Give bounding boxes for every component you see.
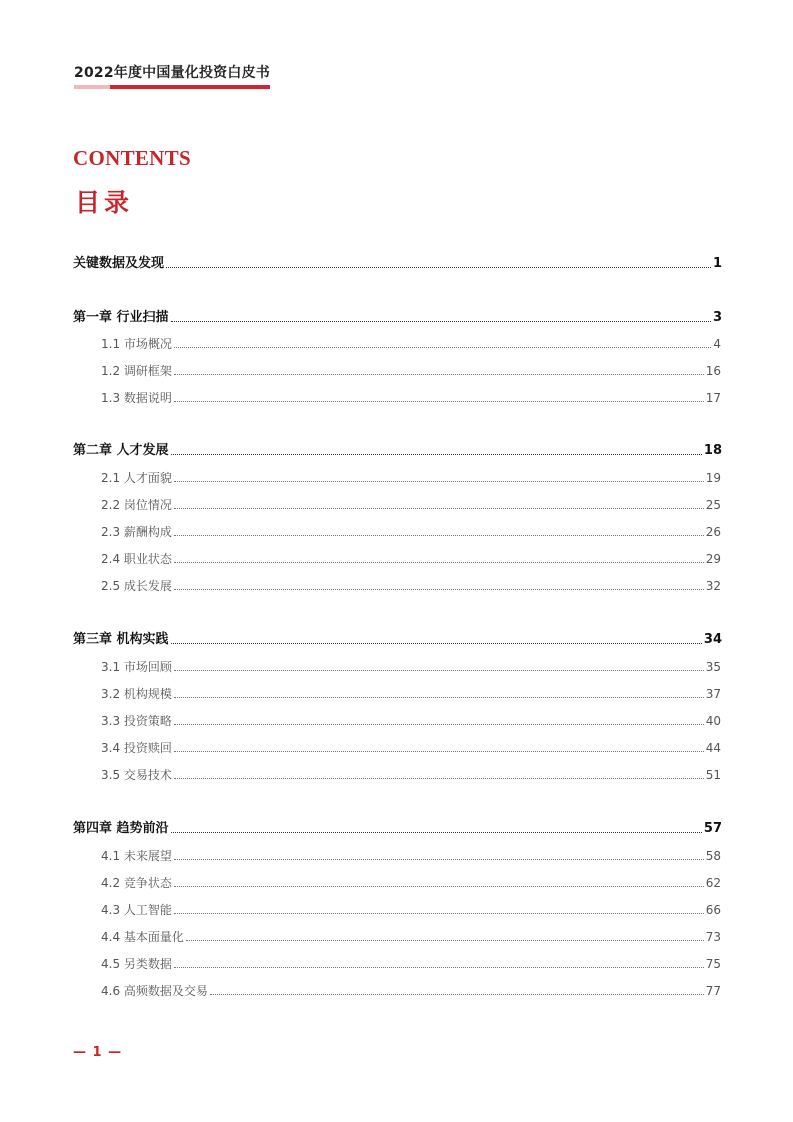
toc-entry[interactable] xyxy=(101,712,721,730)
toc-entry-label: 第二章 人才发展 xyxy=(73,443,169,458)
toc-entry[interactable] xyxy=(101,766,721,784)
toc-entry-label: 3.3 投资策略 xyxy=(101,714,172,728)
toc-entry-label: 第三章 机构实践 xyxy=(73,632,169,647)
toc-entry-page: 19 xyxy=(705,471,721,485)
toc-leader-dots xyxy=(174,562,704,563)
toc-entry[interactable] xyxy=(73,255,722,273)
toc-entry-label: 4.4 基本面量化 xyxy=(101,930,184,944)
toc-entry[interactable] xyxy=(101,739,721,757)
toc-entry-label: 2.5 成长发展 xyxy=(101,579,172,593)
toc-entry-page: 40 xyxy=(705,714,721,728)
toc-entry-page: 17 xyxy=(705,391,721,405)
toc-entry-page: 66 xyxy=(705,903,721,917)
toc-leader-dots xyxy=(174,886,704,887)
toc-entry-label: 第四章 趋势前沿 xyxy=(73,821,169,836)
toc-entry[interactable] xyxy=(101,955,721,973)
toc-entry-page: 75 xyxy=(705,957,721,971)
toc-entry-label: 第一章 行业扫描 xyxy=(73,310,169,325)
toc-entry-page: 26 xyxy=(705,525,721,539)
toc-entry-label: 3.1 市场回顾 xyxy=(101,660,172,674)
toc-entry-label: 4.3 人工智能 xyxy=(101,903,172,917)
toc-entry-page: 18 xyxy=(703,443,722,458)
toc-entry-page: 58 xyxy=(705,849,721,863)
toc-entry-label: 4.1 未来展望 xyxy=(101,849,172,863)
toc-entry-label: 1.1 市场概况 xyxy=(101,337,172,351)
toc-leader-dots xyxy=(174,913,704,914)
toc-entry-page: 29 xyxy=(705,552,721,566)
page-number: — 1 — xyxy=(73,1045,123,1060)
toc-leader-dots xyxy=(174,670,704,671)
toc-leader-dots xyxy=(171,321,711,322)
toc-leader-dots xyxy=(174,724,704,725)
toc-entry-page: 37 xyxy=(705,687,721,701)
document-title: 2022年度中国量化投资白皮书 xyxy=(74,65,270,81)
toc-entry[interactable] xyxy=(101,389,721,407)
toc-leader-dots xyxy=(174,967,704,968)
toc-leader-dots xyxy=(210,994,704,995)
toc-entry[interactable] xyxy=(101,523,721,541)
toc-entry[interactable] xyxy=(101,901,721,919)
toc-entry-label: 2.4 职业状态 xyxy=(101,552,172,566)
toc-leader-dots xyxy=(174,535,704,536)
toc-leader-dots xyxy=(171,643,702,644)
toc-entry[interactable] xyxy=(73,309,722,327)
toc-leader-dots xyxy=(174,481,704,482)
toc-entry-label: 3.4 投资赎回 xyxy=(101,741,172,755)
toc-entry-page: 34 xyxy=(703,632,722,647)
toc-entry[interactable] xyxy=(101,550,721,568)
toc-entry[interactable] xyxy=(101,685,721,703)
toc-entry[interactable] xyxy=(101,362,721,380)
toc-entry-page: 32 xyxy=(705,579,721,593)
toc-entry-label: 1.2 调研框架 xyxy=(101,364,172,378)
toc-entry[interactable] xyxy=(101,982,721,1000)
toc-leader-dots xyxy=(174,589,704,590)
toc-entry-label: 3.2 机构规模 xyxy=(101,687,172,701)
toc-entry-page: 3 xyxy=(712,310,722,325)
toc-entry[interactable] xyxy=(101,496,721,514)
toc-entry-label: 2.1 人才面貌 xyxy=(101,471,172,485)
toc-leader-dots xyxy=(166,267,711,268)
toc-entry-label: 3.5 交易技术 xyxy=(101,768,172,782)
toc-entry[interactable] xyxy=(101,577,721,595)
toc-leader-dots xyxy=(174,751,704,752)
toc-leader-dots xyxy=(171,454,702,455)
toc-leader-dots xyxy=(174,778,704,779)
toc-leader-dots xyxy=(174,347,711,348)
toc-leader-dots xyxy=(174,374,704,375)
toc-entry-page: 4 xyxy=(713,337,721,351)
toc-entry[interactable] xyxy=(101,874,721,892)
toc-leader-dots xyxy=(174,508,704,509)
toc-entry-label: 2.2 岗位情况 xyxy=(101,498,172,512)
toc-entry[interactable] xyxy=(101,847,721,865)
toc-entry-page: 44 xyxy=(705,741,721,755)
toc-entry-label: 4.2 竞争状态 xyxy=(101,876,172,890)
toc-leader-dots xyxy=(171,832,702,833)
toc-entry-page: 57 xyxy=(703,821,722,836)
toc-entry[interactable] xyxy=(73,442,722,460)
toc-entry-page: 16 xyxy=(705,364,721,378)
toc-leader-dots xyxy=(186,940,704,941)
toc-entry[interactable] xyxy=(101,658,721,676)
toc-entry[interactable] xyxy=(73,820,722,838)
toc-entry-page: 51 xyxy=(705,768,721,782)
toc-entry-page: 73 xyxy=(705,930,721,944)
contents-heading-en: CONTENTS xyxy=(73,146,191,170)
toc-entry[interactable] xyxy=(101,928,721,946)
toc-entry-page: 1 xyxy=(712,256,722,271)
toc-entry-page: 77 xyxy=(705,984,721,998)
toc-leader-dots xyxy=(174,859,704,860)
toc-entry[interactable] xyxy=(101,335,721,353)
toc-entry-label: 4.5 另类数据 xyxy=(101,957,172,971)
toc-leader-dots xyxy=(174,697,704,698)
toc-entry-page: 35 xyxy=(705,660,721,674)
toc-entry-page: 25 xyxy=(705,498,721,512)
toc-entry[interactable] xyxy=(73,631,722,649)
toc-leader-dots xyxy=(174,401,704,402)
toc-entry-page: 62 xyxy=(705,876,721,890)
toc-entry[interactable] xyxy=(101,469,721,487)
toc-entry-label: 2.3 薪酬构成 xyxy=(101,525,172,539)
contents-heading-cn: 目录 xyxy=(75,188,134,217)
toc-entry-label: 关键数据及发现 xyxy=(73,256,165,271)
toc-entry-label: 1.3 数据说明 xyxy=(101,391,172,405)
toc-entry-label: 4.6 高频数据及交易 xyxy=(101,984,208,998)
